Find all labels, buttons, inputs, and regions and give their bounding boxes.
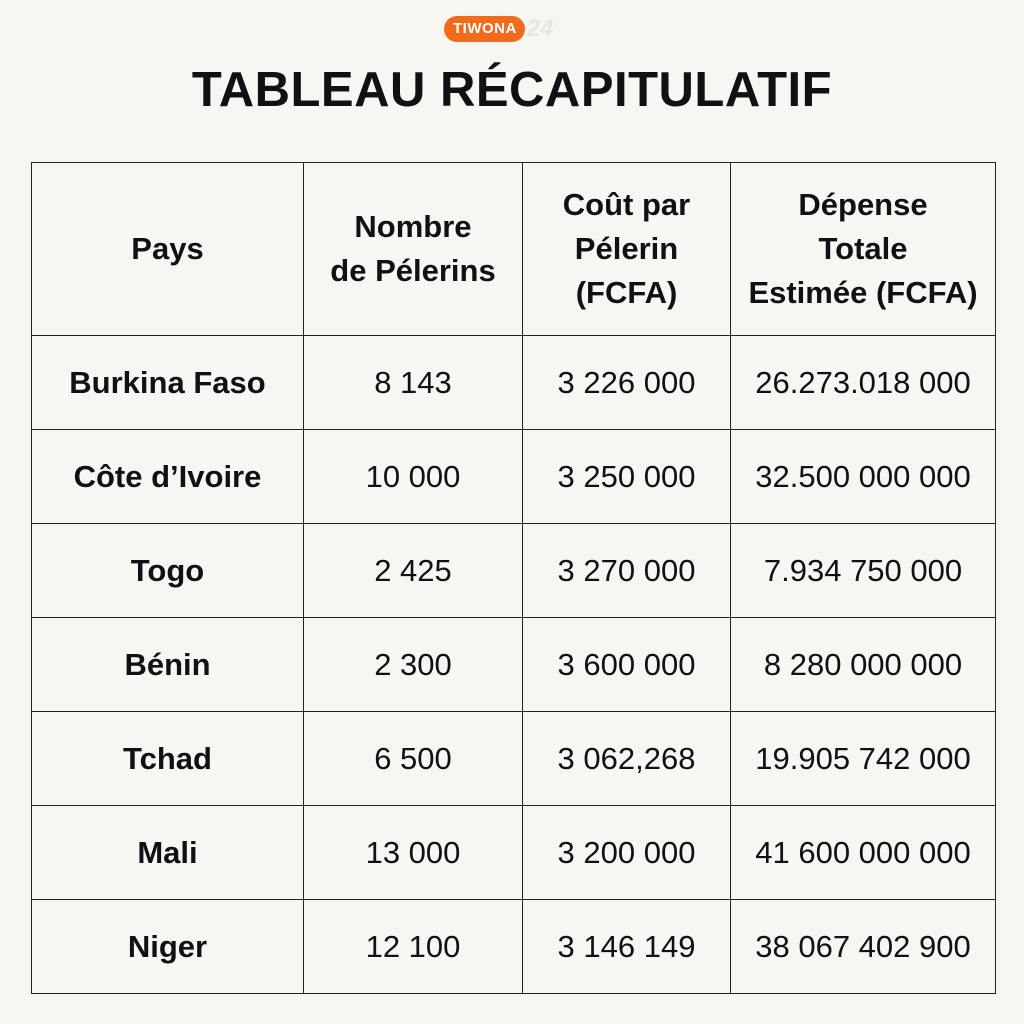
cell-total: 26.273.018 000	[731, 336, 996, 430]
header-depense-totale	[731, 163, 996, 336]
cell-country: Côte d’Ivoire	[32, 430, 304, 524]
cell-pilgrims: 12 100	[304, 900, 523, 994]
logo-brand: TIWONA	[444, 16, 525, 42]
cell-country: Tchad	[32, 712, 304, 806]
cell-pilgrims: 2 425	[304, 524, 523, 618]
header-cout-par-pelerin	[523, 163, 731, 336]
header-pays	[32, 163, 304, 336]
cell-total: 19.905 742 000	[731, 712, 996, 806]
cell-cost: 3 062,268	[523, 712, 731, 806]
table-row	[32, 336, 996, 430]
cell-pilgrims: 13 000	[304, 806, 523, 900]
header-line: Pays	[131, 231, 204, 266]
header-nombre-pelerins	[304, 163, 523, 336]
cell-country: Burkina Faso	[32, 336, 304, 430]
header-line: Dépense	[798, 187, 928, 222]
table-row	[32, 430, 996, 524]
table-row	[32, 524, 996, 618]
cell-total: 8 280 000 000	[731, 618, 996, 712]
table-row	[32, 712, 996, 806]
cell-pilgrims: 6 500	[304, 712, 523, 806]
cell-cost: 3 270 000	[523, 524, 731, 618]
table-row	[32, 900, 996, 994]
table-row	[32, 806, 996, 900]
logo-number: 24	[526, 15, 554, 42]
cell-cost: 3 250 000	[523, 430, 731, 524]
header-line: Coût par	[562, 187, 691, 222]
cell-total: 38 067 402 900	[731, 900, 996, 994]
cell-cost: 3 146 149	[523, 900, 731, 994]
cell-country: Niger	[32, 900, 304, 994]
header-line: Totale	[818, 231, 908, 266]
header-line: Pélerin	[574, 231, 679, 266]
header-line: (FCFA)	[575, 275, 678, 310]
header-line: Estimée (FCFA)	[748, 275, 978, 310]
cell-country: Bénin	[32, 618, 304, 712]
cell-total: 41 600 000 000	[731, 806, 996, 900]
cell-pilgrims: 2 300	[304, 618, 523, 712]
summary-table	[31, 162, 996, 994]
cell-total: 32.500 000 000	[731, 430, 996, 524]
table-row	[32, 618, 996, 712]
table-header-row	[32, 163, 996, 336]
page-title: TABLEAU RÉCAPITULATIF	[191, 63, 833, 117]
cell-total: 7.934 750 000	[731, 524, 996, 618]
cell-pilgrims: 10 000	[304, 430, 523, 524]
logo	[444, 16, 554, 42]
header-line: Nombre	[354, 209, 472, 244]
cell-country: Mali	[32, 806, 304, 900]
cell-cost: 3 226 000	[523, 336, 731, 430]
header-line: de Pélerins	[330, 253, 496, 288]
cell-pilgrims: 8 143	[304, 336, 523, 430]
cell-country: Togo	[32, 524, 304, 618]
cell-cost: 3 200 000	[523, 806, 731, 900]
cell-cost: 3 600 000	[523, 618, 731, 712]
